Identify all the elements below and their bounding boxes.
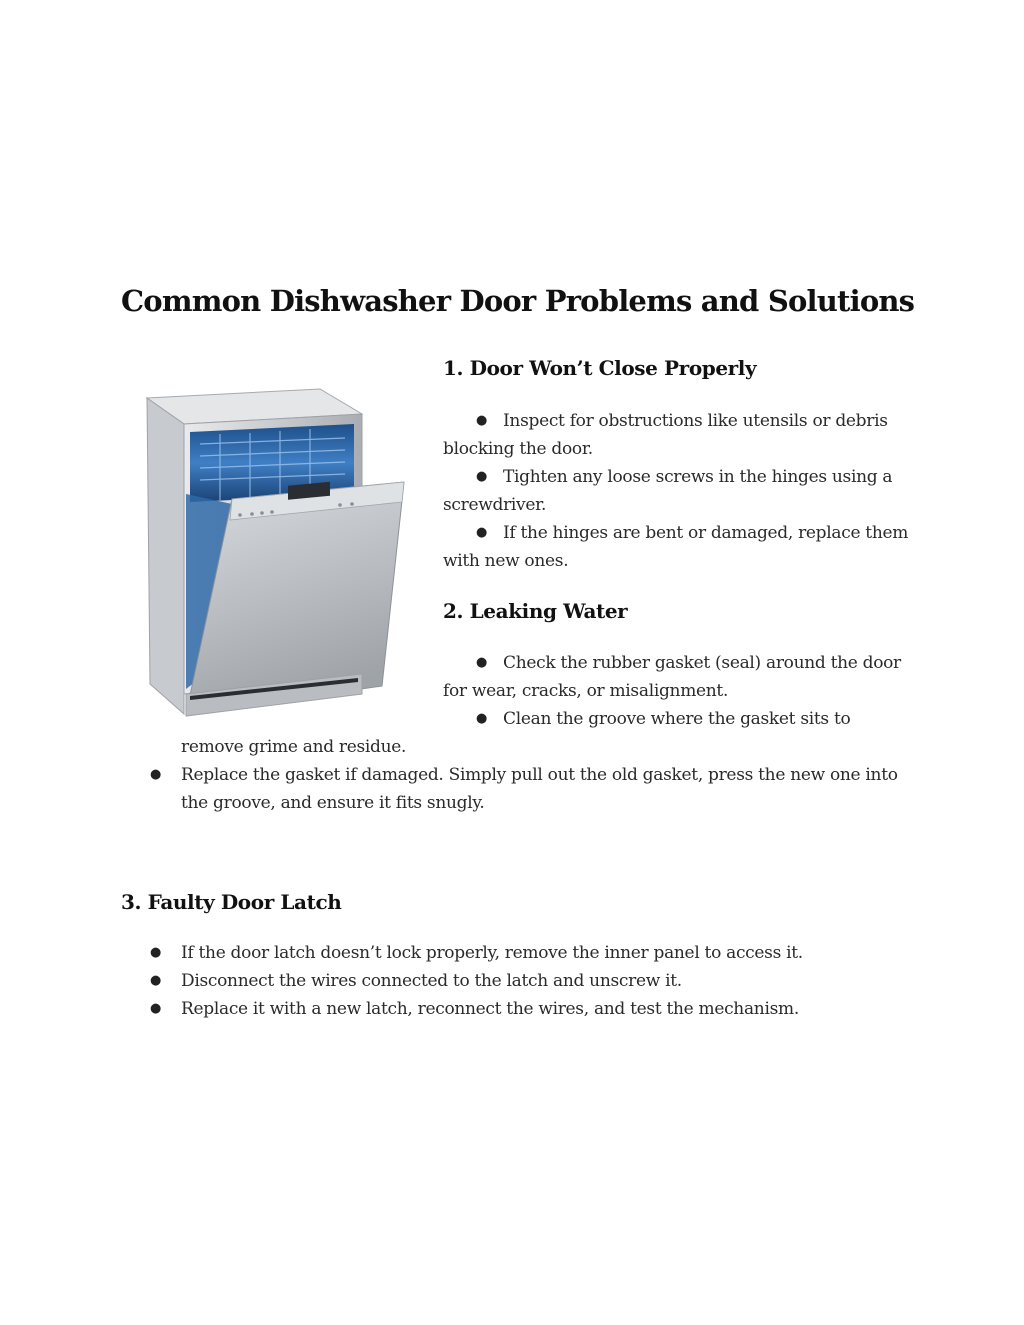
list-item-text: blocking the door. [443,439,593,459]
list-item-text: for wear, cracks, or misalignment. [443,681,729,701]
list-item-text: Replace the gasket if damaged. Simply pull out the old gasket, press the new one into [181,765,898,785]
section-heading: 3. Faulty Door Latch [121,890,342,914]
section-heading: 2. Leaking Water [443,599,628,623]
list-item-text: the groove, and ensure it fits snugly. [181,793,485,813]
bullet-icon: ● [150,767,162,782]
section-heading: 1. Door Won’t Close Properly [443,356,757,380]
bullet-icon: ● [476,413,488,428]
list-item-text: remove grime and residue. [181,737,407,757]
dishwasher-image [140,384,412,720]
bullet-icon: ● [150,1001,162,1016]
page-title: Common Dishwasher Door Problems and Solutions [121,284,915,318]
bullet-icon: ● [476,655,488,670]
bullet-icon: ● [476,469,488,484]
list-item-text: Check the rubber gasket (seal) around the door [503,653,901,673]
list-item-text: Replace it with a new latch, reconnect the wires, and test the mechanism. [181,999,799,1019]
list-item-text: Inspect for obstructions like utensils or debris [503,411,888,431]
bullet-icon: ● [476,525,488,540]
list-item-text: Tighten any loose screws in the hinges using a [503,467,893,487]
list-item-text: Clean the groove where the gasket sits to [503,709,851,729]
list-item-text: If the hinges are bent or damaged, replace them [503,523,909,543]
bullet-icon: ● [476,711,488,726]
bullet-icon: ● [150,945,162,960]
list-item-text: If the door latch doesn’t lock properly, remove the inner panel to access it. [181,943,803,963]
bullet-icon: ● [150,973,162,988]
list-item-text: screwdriver. [443,495,547,515]
list-item-text: with new ones. [443,551,569,571]
list-item-text: Disconnect the wires connected to the latch and unscrew it. [181,971,682,991]
